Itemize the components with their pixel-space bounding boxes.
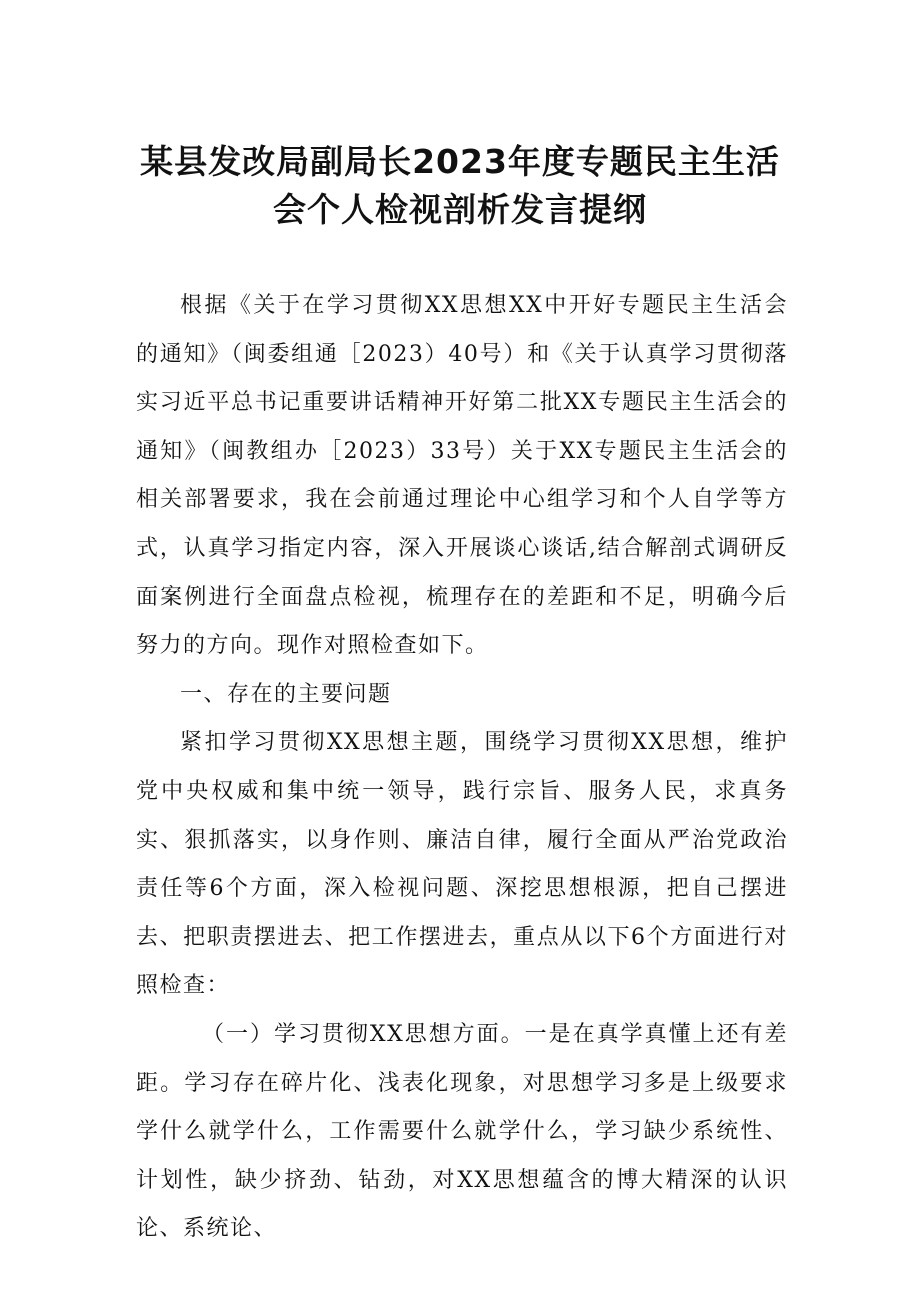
document-title-line-1: 某县发改局副局长2023年度专题民主生活 (140, 142, 780, 181)
document-title-line-2: 会个人检视剖析发言提纲 (273, 190, 647, 229)
section-heading-main-problems: 一、存在的主要问题 (180, 681, 392, 707)
paragraph-overview: 紧扣学习贯彻XX思想主题，围绕学习贯彻XX思想，维护党中央权威和集中统一领导，践行宗旨、服务人民，求真务实、狠抓落实，以身作则、廉洁自律，履行全面从严治党政治责任等6个方面，深入检视问题、深挖思想根源，把自己摆进去、把职责摆进去、把工作摆进去，重点从以下6个方面进行对照检查： (136, 730, 788, 999)
document-body (136, 282, 788, 1254)
paragraph-intro: 根据《关于在学习贯彻XX思想XX中开好专题民主生活会的通知》（闽委组通［2023）40号）和《关于认真学习贯彻落实习近平总书记重要讲话精神开好第二批XX专题民主生活会的通知》（闽教组办［2023）33号）关于XX专题民主生活会的相关部署要求，我在会前通过理论中心组学习和个人自学等方式，认真学习指定内容，深入开展谈心谈话,结合解剖式调研反面案例进行全面盘点检视，梳理存在的差距和不足，明确今后努力的方向。现作对照检查如下。 (136, 293, 788, 659)
paragraph-subsection-1: （一）学习贯彻XX思想方面。一是在真学真懂上还有差距。学习存在碎片化、浅表化现象，对思想学习多是上级要求学什么就学什么，工作需要什么就学什么，学习缺少系统性、计划性，缺少挤劲、钻劲，对XX思想蕴含的博大精深的认识论、系统论、 (136, 1021, 788, 1242)
